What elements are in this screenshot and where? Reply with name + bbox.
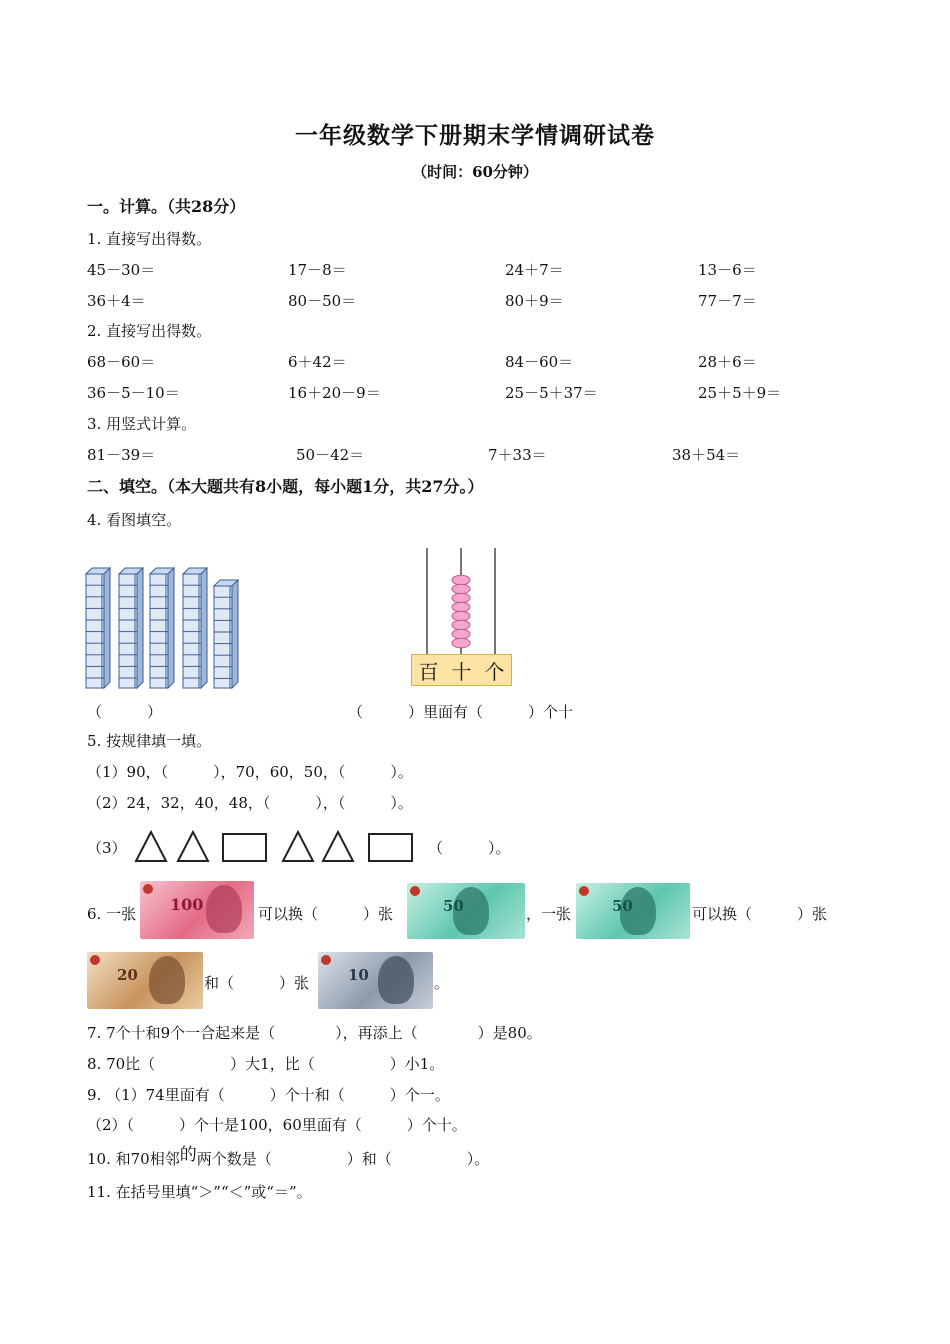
- shape-pattern: [133, 828, 418, 866]
- question-10-start: 10. 和70相邻: [87, 1150, 180, 1168]
- q3-item: 7＋33＝: [488, 446, 547, 464]
- question-7: 7. 7个十和9个一合起来是（ ），再添上（ ）是80。: [87, 1024, 542, 1042]
- q3-item: 50－42＝: [296, 446, 365, 464]
- banknote-10-value: 10: [348, 966, 369, 984]
- triangle-shape: [323, 832, 353, 861]
- triangle-shape: [136, 832, 166, 861]
- portrait-mark: [206, 885, 242, 933]
- question-2-label: 2. 直接写出得数。: [87, 322, 212, 340]
- q5-part-1: （1）90，（ ），70，60，50，（ ）。: [87, 763, 413, 781]
- rectangle-shape: [223, 834, 266, 861]
- q1-item: 80－50＝: [288, 292, 357, 310]
- q6-text-a: 可以换（ ）张: [258, 905, 394, 923]
- stick-3: [150, 568, 174, 688]
- question-10-end: 两个数是（ ）和（ ）。: [196, 1150, 490, 1168]
- abacus-place-labels: [411, 654, 512, 686]
- emblem-mark: [90, 955, 100, 965]
- q1-item: 17－8＝: [288, 261, 347, 279]
- page-title: 一年级数学下册期末学情调研试卷: [295, 122, 655, 149]
- triangle-shape: [283, 832, 313, 861]
- q1-item: 13－6＝: [698, 261, 757, 279]
- q6-text-c: 可以换（ ）张: [692, 905, 828, 923]
- abacus-label-tens: 十: [451, 659, 472, 684]
- q1-item: 24＋7＝: [505, 261, 564, 279]
- stick-4: [183, 568, 207, 688]
- stick-5: [214, 580, 238, 688]
- page-subtitle: （时间：60分钟）: [412, 163, 538, 181]
- q2-item: 68－60＝: [87, 353, 156, 371]
- q1-item: 77－7＝: [698, 292, 757, 310]
- banknote-50-image: [576, 883, 690, 939]
- question-8: 8. 70比（ ）大1，比（ ）小1。: [87, 1055, 445, 1073]
- question-9-part-1: 9. （1）74里面有（ ）个十和（ ）个一。: [87, 1086, 450, 1104]
- q3-item: 81－39＝: [87, 446, 156, 464]
- emblem-mark: [410, 886, 420, 896]
- banknote-100-image: [140, 881, 254, 939]
- question-9-part-2: （2）（ ）个十是100，60里面有（ ）个十。: [87, 1116, 467, 1134]
- section-1-heading: 一。计算。（共28分）: [87, 197, 246, 216]
- portrait-mark: [378, 956, 414, 1004]
- q5-part-3-prefix: （3）: [87, 839, 127, 857]
- abacus-beads: [452, 575, 470, 648]
- stick-2: [119, 568, 143, 688]
- question-1-label: 1. 直接写出得数。: [87, 230, 212, 248]
- question-10-raised-char: 的: [179, 1145, 197, 1165]
- banknote-20-value: 20: [117, 966, 138, 984]
- emblem-mark: [321, 955, 331, 965]
- ten-sticks-figure: [84, 562, 240, 692]
- q2-item: 28＋6＝: [698, 353, 757, 371]
- banknote-100-value: 100: [170, 895, 204, 914]
- question-10: [87, 1145, 490, 1169]
- q3-item: 38＋54＝: [672, 446, 741, 464]
- emblem-mark: [579, 886, 589, 896]
- question-11: 11. 在括号里填“＞”“＜”或“＝”。: [87, 1183, 312, 1201]
- question-4-label: 4. 看图填空。: [87, 511, 182, 529]
- question-5-label: 5. 按规律填一填。: [87, 732, 212, 750]
- q6-text-b: ，一张: [526, 905, 572, 923]
- stick-1: [86, 568, 110, 688]
- triangle-shape: [178, 832, 208, 861]
- q2-item: 6＋42＝: [288, 353, 347, 371]
- q4-right-answer: （ ）里面有（ ）个十: [348, 703, 574, 721]
- portrait-mark: [149, 956, 185, 1004]
- abacus-label-hundreds: 百: [418, 659, 439, 684]
- q2-item: 36－5－10＝: [87, 384, 180, 402]
- q6-prefix: 6. 一张: [87, 905, 137, 923]
- q1-item: 80＋9＝: [505, 292, 564, 310]
- q6-text-d: 和（ ）张: [204, 974, 310, 992]
- banknote-50-value: 50: [612, 897, 633, 915]
- abacus-label-ones: 个: [484, 659, 505, 684]
- q2-item: 84－60＝: [505, 353, 574, 371]
- banknote-20-image: [87, 952, 203, 1009]
- section-2-heading: 二、填空。（本大题共有8小题，每小题1分，共27分。）: [87, 477, 484, 496]
- q6-text-e: 。: [434, 974, 450, 992]
- banknote-50-value: 50: [443, 897, 464, 915]
- q1-item: 45－30＝: [87, 261, 156, 279]
- q4-left-answer: （ ）: [87, 703, 163, 721]
- banknote-10-image: [318, 952, 433, 1009]
- q1-item: 36＋4＝: [87, 292, 146, 310]
- abacus-figure: [408, 548, 514, 690]
- q2-item: 25＋5＋9＝: [698, 384, 782, 402]
- q2-item: 25－5＋37＝: [505, 384, 598, 402]
- question-3-label: 3. 用竖式计算。: [87, 415, 197, 433]
- banknote-50-image: [407, 883, 525, 939]
- q2-item: 16＋20－9＝: [288, 384, 381, 402]
- q5-part-2: （2）24，32，40，48，（ ），（ ）。: [87, 794, 413, 812]
- emblem-mark: [143, 884, 153, 894]
- q5-part-3-suffix: （ ）。: [428, 839, 511, 857]
- rectangle-shape: [369, 834, 412, 861]
